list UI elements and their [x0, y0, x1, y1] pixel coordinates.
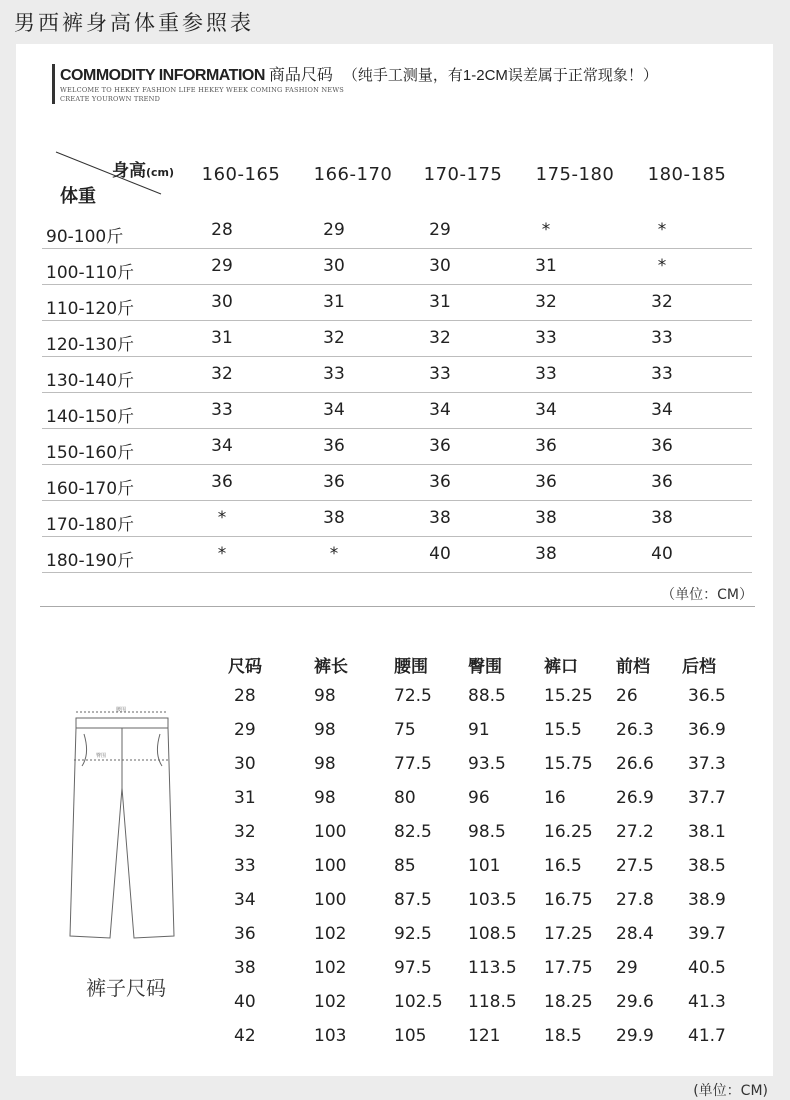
table2-cell: 32: [234, 822, 256, 842]
table2-cell: 100: [314, 822, 347, 842]
pants-size-label: 裤子尺码: [86, 976, 166, 1000]
table2-cell: 16.75: [544, 890, 593, 910]
table1-cell: *: [541, 220, 551, 240]
table2-cell: 98: [314, 686, 336, 706]
table2-cell: 16: [544, 788, 566, 808]
table2-cell: 36: [234, 924, 256, 944]
table1-column-header: 166-170: [313, 164, 393, 185]
table1-cell: 38: [429, 508, 451, 528]
table1-cell: 28: [211, 220, 233, 240]
table1-column-header: 170-175: [423, 164, 503, 185]
table2-cell: 41.7: [688, 1026, 726, 1046]
table2-cell: 102: [314, 958, 347, 978]
table1-cell: 30: [429, 256, 451, 276]
table2-cell: 26: [616, 686, 638, 706]
table2-cell: 80: [394, 788, 416, 808]
table2-cell: 101: [468, 856, 501, 876]
table2-cell: 36.9: [688, 720, 726, 740]
table-row: [42, 500, 752, 537]
table2-cell: 29.6: [616, 992, 654, 1012]
table1-row-label: 90-100斤: [46, 227, 124, 247]
table1-cell: 32: [651, 292, 673, 312]
table2-cell: 38.5: [688, 856, 726, 876]
table2-cell: 93.5: [468, 754, 506, 774]
table2-cell: 34: [234, 890, 256, 910]
table1-row-label: 170-180斤: [46, 515, 135, 535]
pants-waist-mark: 腰围: [116, 707, 127, 713]
header-sub-line-2: CREATE YOUROWN TREND: [60, 95, 161, 103]
table1-cell: 36: [323, 436, 345, 456]
table2-cell: 100: [314, 856, 347, 876]
table2-cell: 27.5: [616, 856, 654, 876]
table1-cell: 36: [429, 472, 451, 492]
page-title: 男西裤身高体重参照表: [14, 11, 254, 35]
table2-cell: 98: [314, 754, 336, 774]
table2-cell: 29.9: [616, 1026, 654, 1046]
table2-cell: 27.2: [616, 822, 654, 842]
table2-cell: 16.25: [544, 822, 593, 842]
table2-cell: 82.5: [394, 822, 432, 842]
table1-cell: 32: [211, 364, 233, 384]
table1-cell: 38: [535, 508, 557, 528]
table1-cell: 33: [211, 400, 233, 420]
header-english: COMMODITY INFORMATION: [60, 67, 265, 84]
table2-cell: 31: [234, 788, 256, 808]
table1-row-label: 120-130斤: [46, 335, 135, 355]
table2-column-header: 裤口: [544, 657, 578, 677]
table1-cell: *: [657, 220, 667, 240]
table2-cell: 29: [234, 720, 256, 740]
table1-cell: *: [329, 544, 339, 564]
table-row: [42, 356, 752, 393]
header-sub-line-1: WELCOME TO HEKEY FASHION LIFE HEKEY WEEK COMING FASHION NEWS: [60, 86, 345, 94]
table1-cell: 34: [323, 400, 345, 420]
table2-cell: 37.7: [688, 788, 726, 808]
table1-row-label: 130-140斤: [46, 371, 135, 391]
table2-cell: 17.25: [544, 924, 593, 944]
table2-cell: 108.5: [468, 924, 517, 944]
table1-cell: 34: [651, 400, 673, 420]
table1-cell: 33: [535, 328, 557, 348]
table2-column-header: 前档: [616, 657, 650, 677]
table1-cell: 36: [651, 472, 673, 492]
table2-cell: 28: [234, 686, 256, 706]
table1-column-header: 175-180: [535, 164, 615, 185]
table2-cell: 33: [234, 856, 256, 876]
table1-cell: 38: [535, 544, 557, 564]
table1-cell: 29: [323, 220, 345, 240]
table1-cell: 34: [429, 400, 451, 420]
table1-cell: 33: [651, 364, 673, 384]
table1-cell: 36: [651, 436, 673, 456]
table1-cell: 31: [535, 256, 557, 276]
table1-cell: 32: [535, 292, 557, 312]
table2-cell: 102.5: [394, 992, 443, 1012]
table1-cell: 36: [323, 472, 345, 492]
header-subtext: [60, 86, 344, 104]
table1-cell: 36: [211, 472, 233, 492]
table1-cell: 40: [429, 544, 451, 564]
header-chinese: 商品尺码: [268, 67, 333, 84]
table1-cell: 32: [323, 328, 345, 348]
table2-cell: 77.5: [394, 754, 432, 774]
table1-column-header: 180-185: [647, 164, 727, 185]
table2-cell: 29: [616, 958, 638, 978]
table2-cell: 37.3: [688, 754, 726, 774]
table2-cell: 98: [314, 788, 336, 808]
table1-row-label: 110-120斤: [46, 299, 135, 319]
table1-column-header: 160-165: [201, 164, 281, 185]
table-row: [42, 320, 752, 357]
table1-cell: 33: [651, 328, 673, 348]
table1-cell: 33: [429, 364, 451, 384]
table2-cell: 98.5: [468, 822, 506, 842]
table2-cell: 15.5: [544, 720, 582, 740]
table2-cell: 17.75: [544, 958, 593, 978]
table1-cell: 40: [651, 544, 673, 564]
table2-cell: 118.5: [468, 992, 517, 1012]
table2-cell: 102: [314, 924, 347, 944]
table1-cell: 34: [211, 436, 233, 456]
table2-cell: 97.5: [394, 958, 432, 978]
table2-cell: 27.8: [616, 890, 654, 910]
table1-unit-note: （单位：CM）: [661, 587, 753, 603]
table1-row-label: 160-170斤: [46, 479, 135, 499]
pants-hip-mark: 臀围: [96, 753, 107, 759]
table1-cell: 29: [429, 220, 451, 240]
table1-cell: 38: [651, 508, 673, 528]
table1-cell: 33: [323, 364, 345, 384]
table2-cell: 15.75: [544, 754, 593, 774]
table1-cell: 33: [535, 364, 557, 384]
table1-cell: 36: [429, 436, 451, 456]
size-chart-card: [16, 44, 773, 1076]
table1-cell: 29: [211, 256, 233, 276]
table2-cell: 72.5: [394, 686, 432, 706]
table2-cell: 75: [394, 720, 416, 740]
table1-cell: 36: [535, 436, 557, 456]
table1-height-unit: (cm): [146, 166, 175, 179]
table1-weight-label: 体重: [60, 186, 96, 207]
table2-cell: 28.4: [616, 924, 654, 944]
table1-cell: *: [657, 256, 667, 276]
table2-cell: 98: [314, 720, 336, 740]
table2-cell: 42: [234, 1026, 256, 1046]
table2-cell: 40: [234, 992, 256, 1012]
table2-cell: 38: [234, 958, 256, 978]
table2-unit-note: (单位：CM): [693, 1083, 768, 1099]
table-row: [42, 428, 752, 465]
table2-cell: 39.7: [688, 924, 726, 944]
table1-row-label: 180-190斤: [46, 551, 135, 571]
table2-cell: 26.3: [616, 720, 654, 740]
table-row: [42, 392, 752, 429]
table1-row-label: 150-160斤: [46, 443, 135, 463]
table2-cell: 105: [394, 1026, 427, 1046]
table2-cell: 87.5: [394, 890, 432, 910]
table2-column-header: 腰围: [394, 657, 428, 677]
table2-cell: 121: [468, 1026, 501, 1046]
table2-cell: 15.25: [544, 686, 593, 706]
table2-cell: 38.9: [688, 890, 726, 910]
table2-cell: 30: [234, 754, 256, 774]
table2-cell: 103: [314, 1026, 347, 1046]
table2-cell: 91: [468, 720, 490, 740]
table2-cell: 18.5: [544, 1026, 582, 1046]
table1-cell: 30: [323, 256, 345, 276]
table1-cell: 31: [323, 292, 345, 312]
table-row: [42, 248, 752, 285]
table1-cell: 34: [535, 400, 557, 420]
pants-illustration: [56, 704, 186, 944]
table1-cell: 31: [429, 292, 451, 312]
table1-cell: 36: [535, 472, 557, 492]
table2-column-header: 臀围: [468, 657, 502, 677]
commodity-header: [60, 62, 658, 85]
table2-cell: 113.5: [468, 958, 517, 978]
table2-cell: 102: [314, 992, 347, 1012]
table2-cell: 26.9: [616, 788, 654, 808]
table2-cell: 100: [314, 890, 347, 910]
table1-height-label: 身高(cm): [112, 161, 175, 181]
table2-column-header: 尺码: [228, 657, 262, 677]
table1-cell: *: [217, 544, 227, 564]
table1-cell: 30: [211, 292, 233, 312]
table2-cell: 40.5: [688, 958, 726, 978]
section-divider: [40, 606, 755, 607]
table2-cell: 38.1: [688, 822, 726, 842]
table2-cell: 88.5: [468, 686, 506, 706]
table2-cell: 103.5: [468, 890, 517, 910]
table2-cell: 41.3: [688, 992, 726, 1012]
table1-row-label: 100-110斤: [46, 263, 135, 283]
table2-cell: 16.5: [544, 856, 582, 876]
header-note: （纯手工测量，有1-2CM误差属于正常现象！）: [342, 67, 658, 84]
table2-column-header: 裤长: [314, 657, 348, 677]
table2-cell: 18.25: [544, 992, 593, 1012]
table-row: [42, 464, 752, 501]
table-row: [42, 284, 752, 321]
table-row: [42, 212, 752, 249]
table2-cell: 85: [394, 856, 416, 876]
table-row: [42, 536, 752, 573]
table1-row-label: 140-150斤: [46, 407, 135, 427]
header-accent-bar: [52, 64, 55, 104]
table2-cell: 96: [468, 788, 490, 808]
table2-cell: 92.5: [394, 924, 432, 944]
table1-cell: *: [217, 508, 227, 528]
table2-cell: 26.6: [616, 754, 654, 774]
table2-column-header: 后档: [682, 657, 716, 677]
table1-cell: 32: [429, 328, 451, 348]
table2-cell: 36.5: [688, 686, 726, 706]
table1-cell: 38: [323, 508, 345, 528]
table1-cell: 31: [211, 328, 233, 348]
